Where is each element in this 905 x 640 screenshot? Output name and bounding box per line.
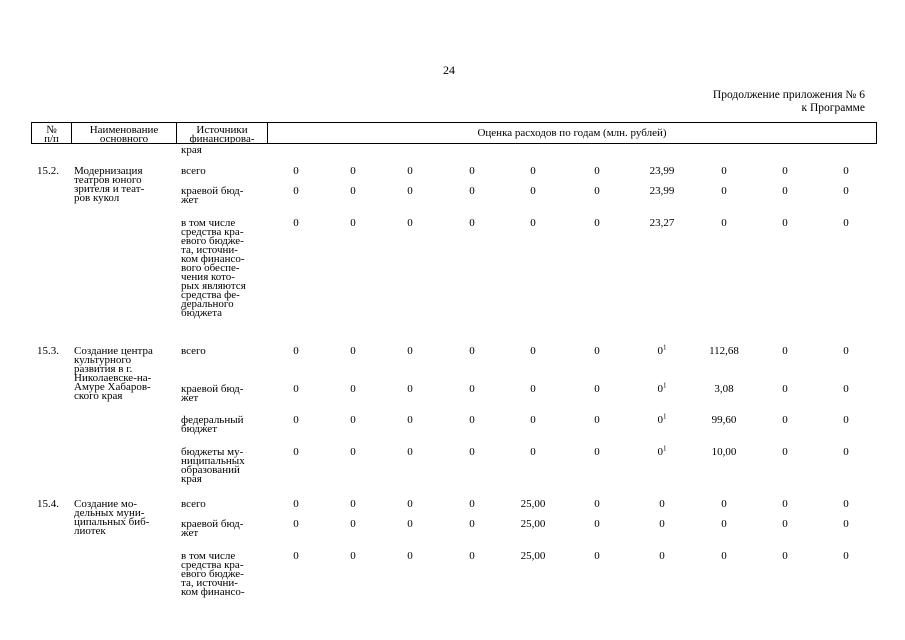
value-cell: 0 bbox=[293, 518, 299, 530]
value-cell: 23,27 bbox=[649, 217, 675, 229]
footnote-mark: 1 bbox=[663, 444, 667, 453]
value-cell: 0 bbox=[530, 383, 536, 395]
value-cell: 99,60 bbox=[711, 414, 737, 426]
value-cell: 0 bbox=[407, 518, 413, 530]
row-number: 15.2. bbox=[37, 165, 59, 177]
value-cell: 0 bbox=[782, 383, 788, 395]
value-cell: 0 bbox=[469, 518, 475, 530]
value-cell: $0^1$ bbox=[657, 412, 667, 426]
value-cell: 10,00 bbox=[711, 446, 737, 458]
value-cell: 0 bbox=[530, 185, 536, 197]
value-cell: 0 bbox=[350, 518, 356, 530]
value-cell: 0 bbox=[721, 165, 727, 177]
value-cell: 0 bbox=[407, 498, 413, 510]
value-cell: 0 bbox=[530, 414, 536, 426]
source-cell: федеральный бюджет bbox=[181, 414, 244, 435]
header-col-number: № п/п bbox=[32, 123, 72, 144]
value-cell: $0^1$ bbox=[657, 444, 667, 458]
source-cell: бюджеты му- ниципальных образований края bbox=[181, 446, 245, 485]
value-cell: 0 bbox=[293, 383, 299, 395]
value-cell: 0 bbox=[843, 518, 849, 530]
value-cell: 0 bbox=[407, 414, 413, 426]
value-cell: 25,00 bbox=[520, 518, 546, 530]
value-cell: 0 bbox=[530, 165, 536, 177]
source-cell: краевой бюд- жет bbox=[181, 518, 244, 539]
header-col-costs: Оценка расходов по годам (млн. рублей) bbox=[477, 127, 667, 139]
value-cell: 0 bbox=[594, 383, 600, 395]
row-name: Создание центра культурного развития в г. Николаевске-на- Амуре Хабаров- ского края bbox=[74, 345, 153, 402]
value-cell: 0 bbox=[407, 165, 413, 177]
value-cell: 0 bbox=[843, 414, 849, 426]
value-cell: $0^1$ bbox=[657, 381, 667, 395]
value-cell: 0 bbox=[469, 165, 475, 177]
value-cell: 0 bbox=[469, 185, 475, 197]
row-number: 15.4. bbox=[37, 498, 59, 510]
header-col-name: Наименование основного bbox=[72, 123, 177, 144]
value-cell: 0 bbox=[594, 217, 600, 229]
source-cell: всего bbox=[181, 345, 206, 357]
row-name: Модернизация театров юного зрителя и теат- ров кукол bbox=[74, 165, 145, 204]
value-cell: 0 bbox=[350, 446, 356, 458]
value-cell: 0 bbox=[782, 446, 788, 458]
value-cell: 0 bbox=[350, 165, 356, 177]
source-cell: краевой бюд- жет bbox=[181, 185, 244, 206]
value-cell: 0 bbox=[350, 550, 356, 562]
value-cell: 0 bbox=[594, 498, 600, 510]
value-cell: 0 bbox=[721, 185, 727, 197]
value-cell: 0 bbox=[469, 383, 475, 395]
value-cell: 0 bbox=[594, 550, 600, 562]
appendix-line-2: к Программе bbox=[801, 102, 865, 114]
value-cell: 0 bbox=[350, 217, 356, 229]
value-cell: 0 bbox=[530, 217, 536, 229]
value-cell: 0 bbox=[843, 217, 849, 229]
value-cell: 0 bbox=[530, 446, 536, 458]
footnote-mark: 1 bbox=[663, 412, 667, 421]
row-name: Создание мо- дельных муни- ципальных биб- лиотек bbox=[74, 498, 150, 537]
source-cell: в том числе средства кра- евого бюдже- та, источни- ком финансо- bbox=[181, 550, 245, 598]
value-cell: $0^1$ bbox=[657, 343, 667, 357]
value-cell: 0 bbox=[659, 498, 665, 510]
value-cell: 0 bbox=[530, 345, 536, 357]
value-cell: 0 bbox=[721, 498, 727, 510]
value-cell: 0 bbox=[469, 345, 475, 357]
value-cell: 0 bbox=[469, 550, 475, 562]
value-cell: 0 bbox=[293, 185, 299, 197]
source-cell: краевой бюд- жет bbox=[181, 383, 244, 404]
value-cell: 0 bbox=[594, 518, 600, 530]
value-cell: 0 bbox=[843, 446, 849, 458]
source-cell: всего bbox=[181, 165, 206, 177]
value-cell: 0 bbox=[407, 185, 413, 197]
value-cell: 112,68 bbox=[709, 345, 739, 357]
value-cell: 25,00 bbox=[520, 550, 546, 562]
value-cell: 0 bbox=[843, 498, 849, 510]
table-header bbox=[31, 122, 877, 144]
value-cell: 0 bbox=[350, 345, 356, 357]
value-cell: 0 bbox=[782, 414, 788, 426]
value-cell: 0 bbox=[293, 550, 299, 562]
value-cell: 0 bbox=[843, 383, 849, 395]
appendix-caption bbox=[713, 89, 865, 115]
value-cell: 3,08 bbox=[714, 383, 734, 395]
footnote-mark: 1 bbox=[663, 343, 667, 352]
value-cell: 0 bbox=[843, 165, 849, 177]
value-cell: 0 bbox=[721, 550, 727, 562]
header-col-source: Источники финансирова- bbox=[177, 123, 268, 144]
value-cell: 0 bbox=[293, 165, 299, 177]
value-cell: 0 bbox=[782, 185, 788, 197]
value-cell: 0 bbox=[594, 165, 600, 177]
value-cell: 0 bbox=[594, 446, 600, 458]
value-cell: 0 bbox=[293, 414, 299, 426]
value-cell: 0 bbox=[407, 217, 413, 229]
value-cell: 0 bbox=[469, 446, 475, 458]
continuation-text: края bbox=[181, 144, 202, 156]
value-cell: 0 bbox=[350, 414, 356, 426]
value-cell: 0 bbox=[407, 446, 413, 458]
row-number: 15.3. bbox=[37, 345, 59, 357]
value-cell: 0 bbox=[407, 383, 413, 395]
value-cell: 0 bbox=[594, 185, 600, 197]
value-cell: 0 bbox=[293, 446, 299, 458]
value-cell: 0 bbox=[350, 185, 356, 197]
value-cell: 0 bbox=[782, 345, 788, 357]
value-cell: 0 bbox=[782, 550, 788, 562]
value-cell: 0 bbox=[407, 550, 413, 562]
footnote-mark: 1 bbox=[663, 381, 667, 390]
value-cell: 0 bbox=[350, 383, 356, 395]
value-cell: 0 bbox=[469, 498, 475, 510]
value-cell: 0 bbox=[594, 414, 600, 426]
value-cell: 0 bbox=[782, 217, 788, 229]
value-cell: 0 bbox=[782, 498, 788, 510]
value-cell: 0 bbox=[843, 185, 849, 197]
appendix-line-1: Продолжение приложения № 6 bbox=[712, 89, 865, 101]
value-cell: 0 bbox=[594, 345, 600, 357]
page-number: 24 bbox=[443, 63, 455, 77]
value-cell: 0 bbox=[843, 345, 849, 357]
value-cell: 23,99 bbox=[649, 165, 675, 177]
value-cell: 0 bbox=[350, 498, 356, 510]
value-cell: 0 bbox=[721, 217, 727, 229]
value-cell: 23,99 bbox=[649, 185, 675, 197]
value-cell: 25,00 bbox=[520, 498, 546, 510]
value-cell: 0 bbox=[782, 165, 788, 177]
value-cell: 0 bbox=[659, 550, 665, 562]
value-cell: 0 bbox=[469, 414, 475, 426]
value-cell: 0 bbox=[782, 518, 788, 530]
source-cell: в том числе средства кра- евого бюдже- та, источни- ком финансо- вого обеспе- чения кото- рых являются средства фе- дерального бюджета bbox=[181, 217, 246, 319]
value-cell: 0 bbox=[407, 345, 413, 357]
value-cell: 0 bbox=[659, 518, 665, 530]
value-cell: 0 bbox=[293, 345, 299, 357]
value-cell: 0 bbox=[293, 498, 299, 510]
source-cell: всего bbox=[181, 498, 206, 510]
value-cell: 0 bbox=[469, 217, 475, 229]
value-cell: 0 bbox=[843, 550, 849, 562]
value-cell: 0 bbox=[721, 518, 727, 530]
value-cell: 0 bbox=[293, 217, 299, 229]
